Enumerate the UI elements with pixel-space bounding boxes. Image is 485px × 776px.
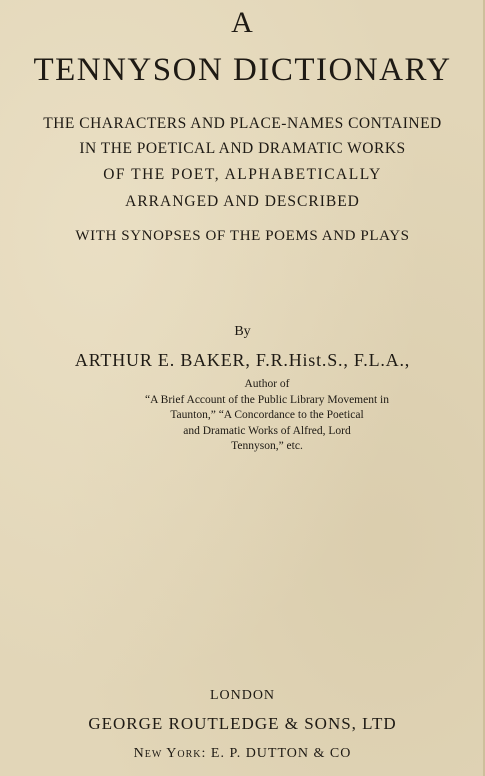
author-name: ARTHUR E. BAKER, F.R.Hist.S., F.L.A.,	[74, 350, 411, 370]
by-label: By	[234, 324, 251, 339]
credit-line-4: and Dramatic Works of Alfred, Lord	[183, 424, 351, 437]
credit-line-1: Author of	[244, 378, 290, 390]
subtitle-line-4: ARRANGED AND DESCRIBED	[125, 193, 360, 210]
imprint-city: LONDON	[209, 688, 276, 703]
subtitle-line-3: OF THE POET, ALPHABETICALLY	[103, 166, 382, 183]
new-york-imprint: New York: E. P. DUTTON & CO	[133, 746, 352, 761]
credit-line-3: Taunton,” “A Concordance to the Poetical	[170, 409, 364, 421]
subtitle-line-2: IN THE POETICAL AND DRAMATIC WORKS	[79, 140, 406, 157]
subtitle-line-1: THE CHARACTERS AND PLACE-NAMES CONTAINED	[43, 115, 442, 132]
publisher-name: GEORGE ROUTLEDGE & SONS, LTD	[88, 714, 397, 733]
author-credits	[130, 377, 404, 455]
credit-line-5: Tennyson,” etc.	[231, 440, 303, 452]
book-title: TENNYSON DICTIONARY	[33, 52, 452, 88]
credit-line-2: “A Brief Account of the Public Library Movement in	[145, 393, 389, 406]
synopses-line: WITH SYNOPSES OF THE POEMS AND PLAYS	[75, 228, 410, 244]
title-article: A	[231, 6, 254, 39]
